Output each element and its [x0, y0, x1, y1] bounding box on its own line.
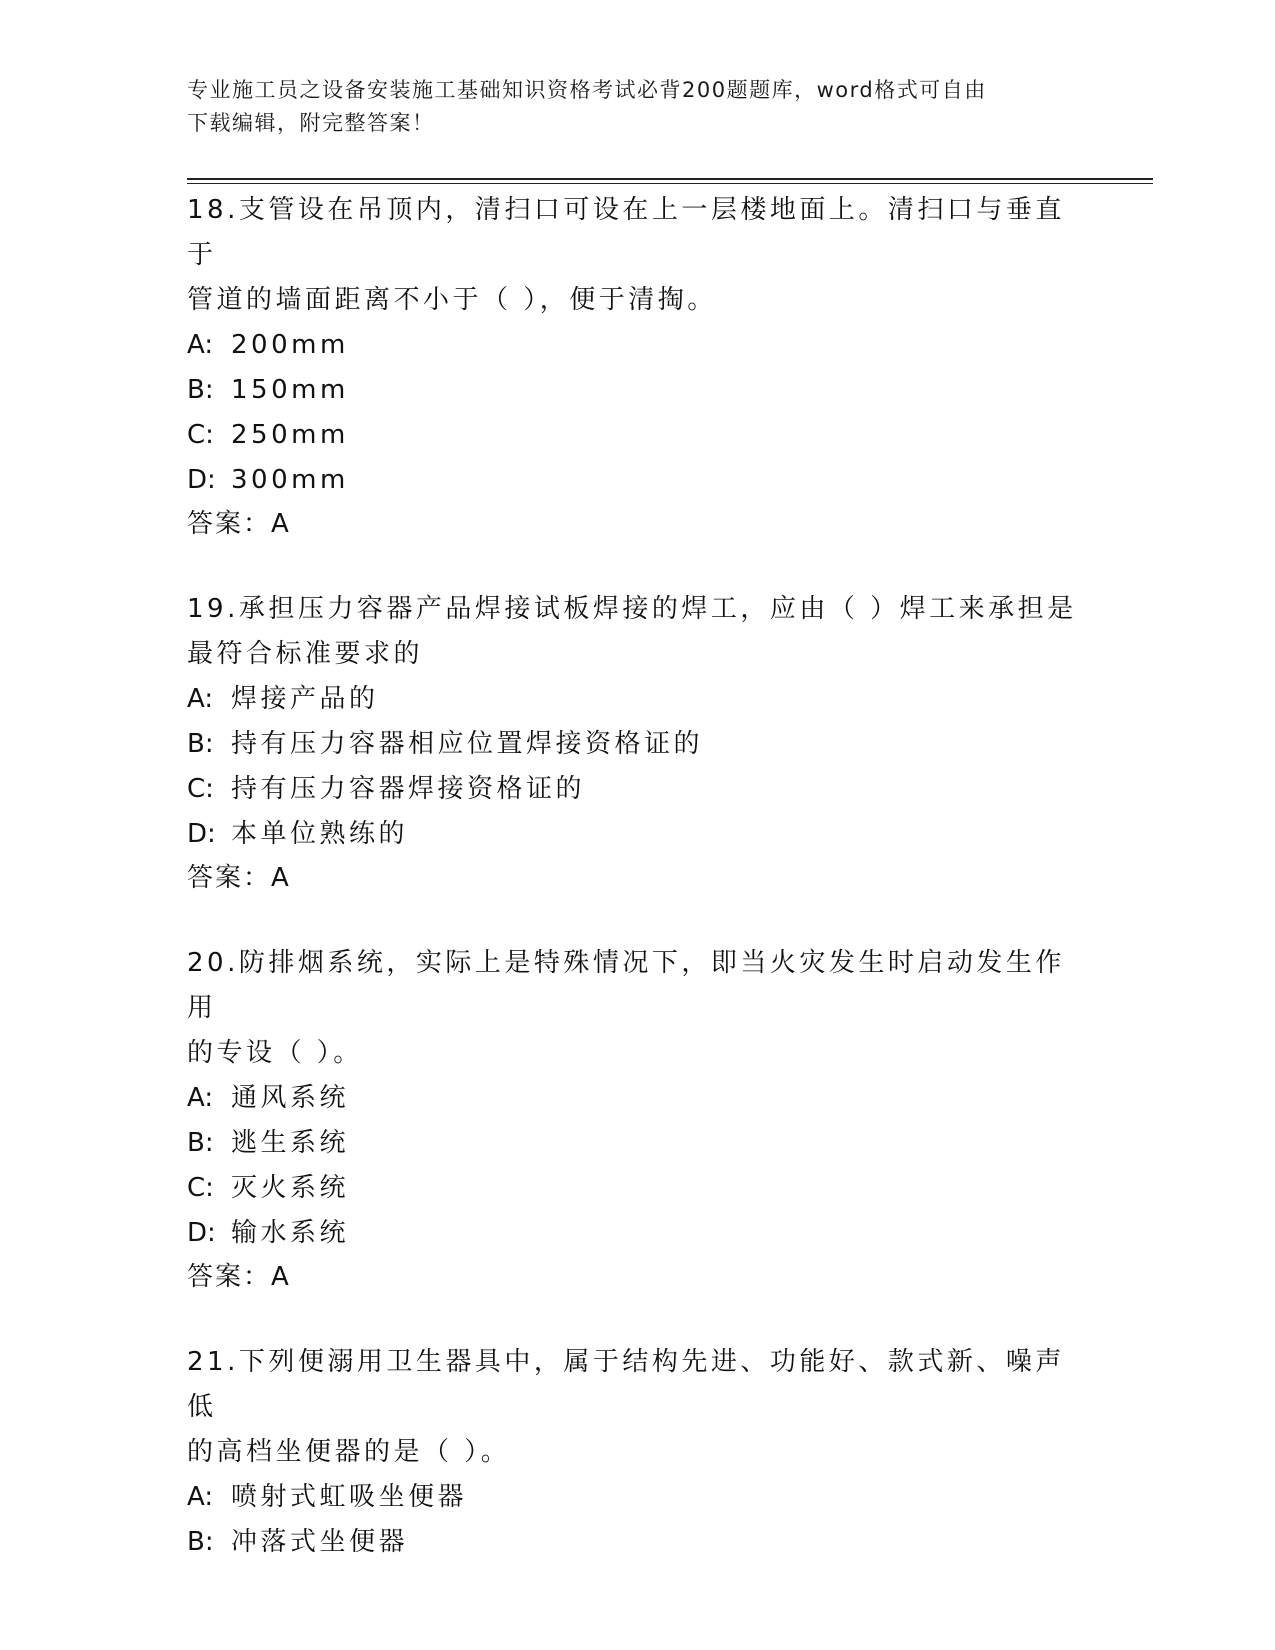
- option-b: [187, 722, 1087, 767]
- option-b: [187, 1520, 1087, 1565]
- option-a: [187, 677, 1087, 722]
- option-a: [187, 323, 1087, 368]
- option-key: B:: [187, 375, 214, 405]
- option-b: [187, 1121, 1087, 1166]
- option-text: 灭火系统: [231, 1173, 350, 1203]
- header-line-2: 下载编辑，附完整答案！: [187, 111, 435, 135]
- option-key: A:: [187, 1083, 214, 1113]
- answer-line: [187, 857, 1087, 899]
- answer-value: A: [271, 509, 289, 539]
- option-d: [187, 1211, 1087, 1256]
- option-text: 250mm: [231, 420, 349, 450]
- option-c: [187, 413, 1087, 458]
- option-key: B:: [187, 1128, 214, 1158]
- answer-line: [187, 503, 1087, 545]
- option-c: [187, 767, 1087, 812]
- option-d: [187, 458, 1087, 503]
- question-stem-line-1: 18.支管设在吊顶内，清扫口可设在上一层楼地面上。清扫口与垂直于: [187, 195, 1065, 270]
- option-text: 本单位熟练的: [231, 819, 409, 849]
- option-text: 通风系统: [231, 1083, 350, 1113]
- option-key: D:: [187, 819, 216, 849]
- option-text: 300mm: [231, 465, 349, 495]
- option-b: [187, 368, 1087, 413]
- question-stem-line-2: 最符合标准要求的: [187, 639, 424, 669]
- option-d: [187, 812, 1087, 857]
- option-a: [187, 1076, 1087, 1121]
- option-c: [187, 1166, 1087, 1211]
- header-divider-thick: [187, 178, 1153, 180]
- question-stem-line-2: 管道的墙面距离不小于（ ），便于清掏。: [187, 285, 717, 315]
- option-key: C:: [187, 420, 214, 450]
- option-text: 持有压力容器相应位置焊接资格证的: [231, 729, 704, 759]
- option-key: D:: [187, 465, 216, 495]
- question-18: [187, 188, 1087, 545]
- option-text: 焊接产品的: [231, 684, 379, 714]
- question-21: [187, 1340, 1087, 1565]
- option-key: A:: [187, 330, 214, 360]
- option-a: [187, 1475, 1087, 1520]
- option-text: 输水系统: [231, 1218, 350, 1248]
- header-line-1: 专业施工员之设备安装施工基础知识资格考试必背200题题库，word格式可自由: [187, 78, 987, 102]
- answer-label: 答案：: [187, 863, 272, 893]
- option-text: 150mm: [231, 375, 349, 405]
- answer-label: 答案：: [187, 509, 272, 539]
- option-key: A:: [187, 1482, 214, 1512]
- question-stem-line-1: 20.防排烟系统，实际上是特殊情况下，即当火灾发生时启动发生作用: [187, 948, 1065, 1023]
- option-text: 200mm: [231, 330, 349, 360]
- answer-line: [187, 1256, 1087, 1298]
- option-key: C:: [187, 1173, 214, 1203]
- question-19: [187, 587, 1087, 899]
- answer-value: A: [271, 1262, 289, 1292]
- option-key: D:: [187, 1218, 216, 1248]
- question-list: [187, 188, 1087, 1607]
- option-text: 逃生系统: [231, 1128, 350, 1158]
- option-key: B:: [187, 1527, 214, 1557]
- option-key: B:: [187, 729, 214, 759]
- answer-label: 答案：: [187, 1262, 272, 1292]
- header-divider-thin: [187, 183, 1153, 184]
- question-stem-line-1: 21.下列便溺用卫生器具中，属于结构先进、功能好、款式新、噪声低: [187, 1347, 1065, 1422]
- option-text: 喷射式虹吸坐便器: [231, 1482, 468, 1512]
- question-stem-line-1: 19.承担压力容器产品焊接试板焊接的焊工，应由（ ）焊工来承担是: [187, 594, 1077, 624]
- answer-value: A: [271, 863, 289, 893]
- document-header: [187, 74, 1067, 140]
- question-stem-line-2: 的高档坐便器的是（ ）。: [187, 1437, 511, 1467]
- option-key: A:: [187, 684, 214, 714]
- option-text: 冲落式坐便器: [231, 1527, 409, 1557]
- option-key: C:: [187, 774, 214, 804]
- option-text: 持有压力容器焊接资格证的: [231, 774, 586, 804]
- question-stem-line-2: 的专设（ ）。: [187, 1038, 363, 1068]
- question-20: [187, 941, 1087, 1298]
